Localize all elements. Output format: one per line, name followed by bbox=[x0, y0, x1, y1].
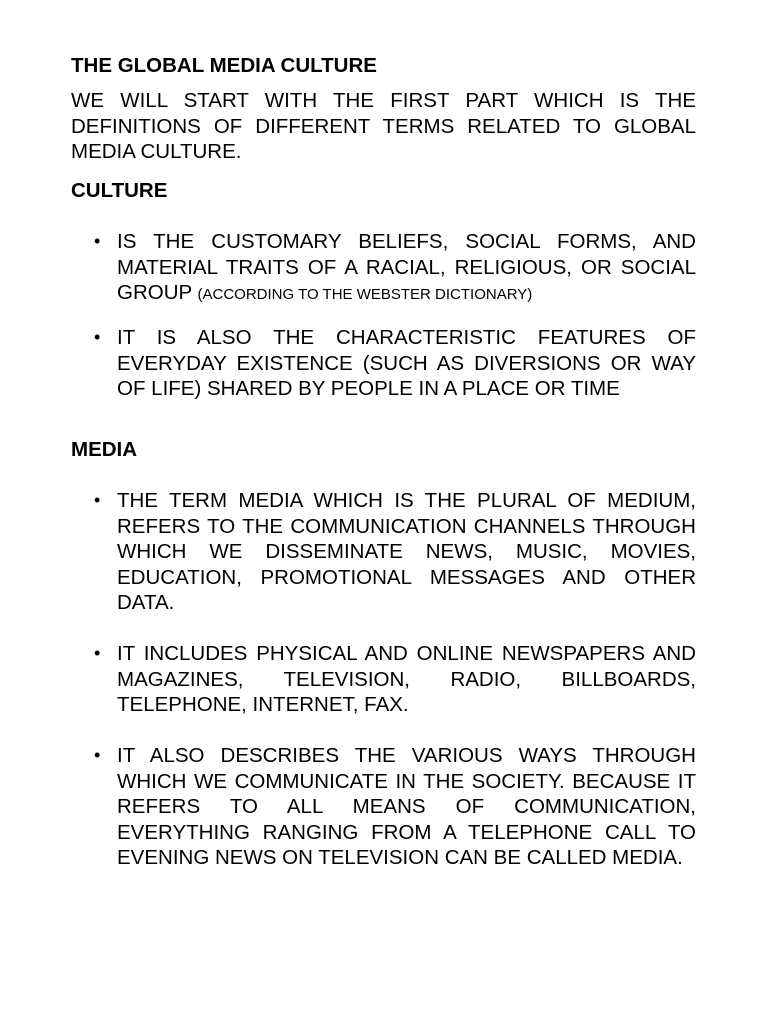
culture-item-text bbox=[117, 229, 696, 308]
media-item-text: IT ALSO DESCRIBES THE VARIOUS WAYS THROUGH WHICH WE COMMUNICATE IN THE SOCIETY. BECAUSE IT REFERS TO ALL MEANS OF COMMUNICATION, EVERYTHING RANGING FROM A TELEPHONE CALL TO EVENING NEWS ON TELEVISION CAN BE CALLED MEDIA. bbox=[117, 744, 696, 870]
media-list-item bbox=[0, 743, 768, 871]
bullet-icon: • bbox=[94, 490, 101, 510]
media-item-text: THE TERM MEDIA WHICH IS THE PLURAL OF MEDIUM, REFERS TO THE COMMUNICATION CHANNELS THROUGH WHICH WE DISSEMINATE NEWS, MUSIC, MOVIES, EDUCATION, PROMOTIONAL MESSAGES AND OTHER DATA. bbox=[117, 489, 696, 615]
document-title: THE GLOBAL MEDIA CULTURE bbox=[71, 54, 377, 77]
bullet-icon: • bbox=[94, 745, 101, 765]
culture-list-item bbox=[0, 229, 768, 306]
citation-note: (ACCORDING TO THE WEBSTER DICTIONARY) bbox=[197, 286, 533, 304]
culture-heading: CULTURE bbox=[71, 179, 168, 202]
bullet-icon: • bbox=[94, 327, 101, 347]
culture-list-item bbox=[0, 325, 768, 402]
media-list-item bbox=[0, 488, 768, 616]
media-heading: MEDIA bbox=[71, 438, 138, 461]
media-item-text: IT INCLUDES PHYSICAL AND ONLINE NEWSPAPERS AND MAGAZINES, TELEVISION, RADIO, BILLBOARDS, TELEPHONE, INTERNET, FAX. bbox=[117, 642, 696, 717]
bullet-icon: • bbox=[94, 643, 101, 663]
bullet-icon: • bbox=[94, 231, 101, 251]
intro-paragraph: WE WILL START WITH THE FIRST PART WHICH IS THE DEFINITIONS OF DIFFERENT TERMS RELATED TO GLOBAL MEDIA CULTURE. bbox=[71, 89, 696, 164]
culture-definition-text: IS THE CUSTOMARY BELIEFS, SOCIAL FORMS, AND MATERIAL TRAITS OF A RACIAL, RELIGIOUS, OR SOCIAL GROUP bbox=[117, 230, 696, 305]
culture-item-text: IT IS ALSO THE CHARACTERISTIC FEATURES OF EVERYDAY EXISTENCE (SUCH AS DIVERSIONS OR WAY OF LIFE) SHARED BY PEOPLE IN A PLACE OR TIME bbox=[117, 326, 696, 401]
media-list-item bbox=[0, 641, 768, 718]
